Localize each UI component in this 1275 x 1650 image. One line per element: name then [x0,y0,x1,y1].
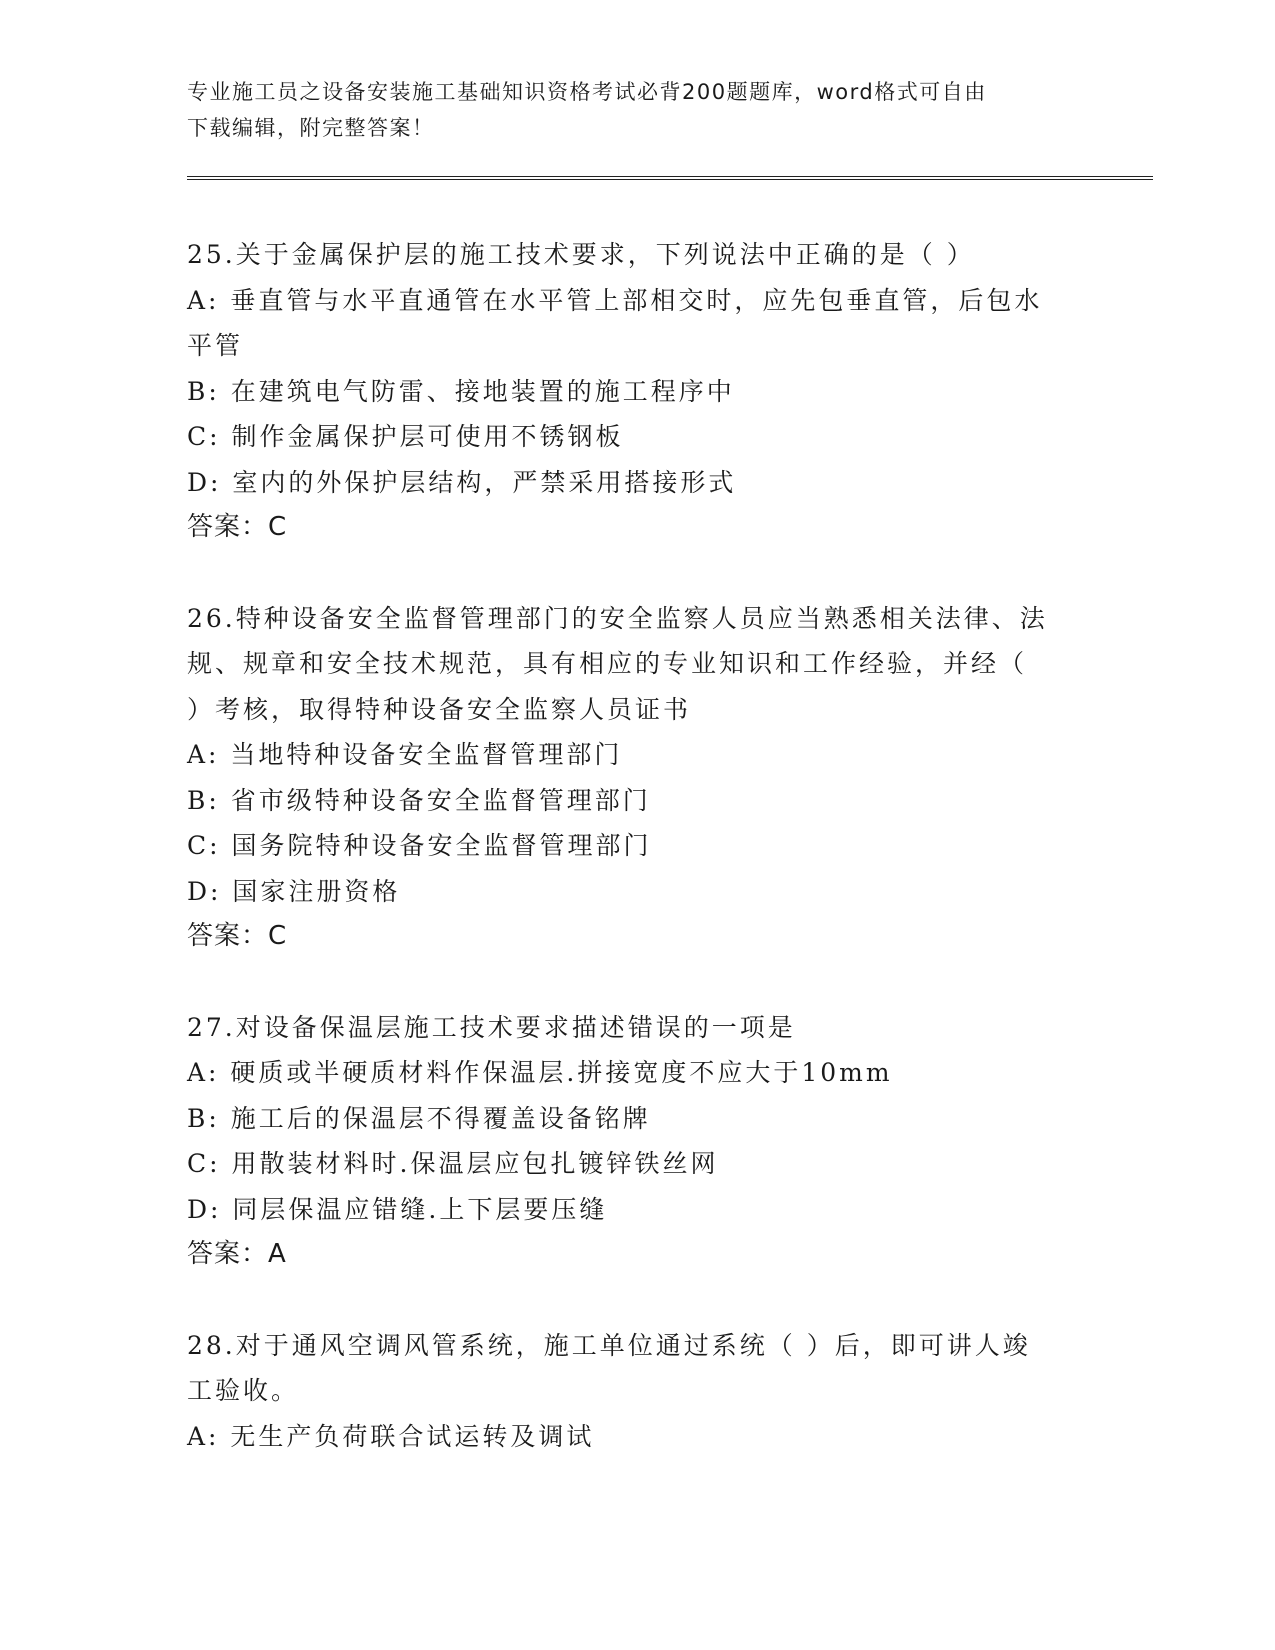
question-block [187,232,1087,551]
header-line-2: 下载编辑，附完整答案！ [187,116,435,140]
option-text: A: 当地特种设备安全监督管理部门 [187,740,623,769]
answer-text: 答案：C [187,512,288,542]
question-text: 26.特种设备安全监督管理部门的安全监察人员应当熟悉相关法律、法 [187,603,1048,633]
option-text: A: 无生产负荷联合试运转及调试 [187,1421,595,1451]
question-text: 27.对设备保温层施工技术要求描述错误的一项是 [187,1012,796,1042]
option-text: C: 制作金属保护层可使用不锈钢板 [187,422,624,451]
document-header [187,74,1087,146]
question-text: ）考核，取得特种设备安全监察人员证书 [187,694,692,724]
option-text: 平管 [187,331,244,360]
question-text: 28.对于通风空调风管系统，施工单位通过系统（ ）后，即可讲人竣 [187,1330,1031,1360]
question-block [187,596,1087,960]
option-text: C: 国务院特种设备安全监督管理部门 [187,831,652,860]
option-text: A: 硬质或半硬质材料作保温层.拼接宽度不应大于10mm [187,1058,893,1087]
answer-text: 答案：C [187,921,288,951]
option-text: D: 国家注册资格 [187,876,401,906]
option-text: D: 同层保温应错缝.上下层要压缝 [187,1194,608,1224]
header-divider [187,176,1153,180]
option-text: B: 施工后的保温层不得覆盖设备铭牌 [187,1103,651,1133]
header-line-1: 专业施工员之设备安装施工基础知识资格考试必背200题题库，word格式可自由 [187,80,987,104]
question-block [187,1323,1087,1460]
question-text: 工验收。 [187,1376,300,1405]
option-text: B: 省市级特种设备安全监督管理部门 [187,785,651,815]
question-text: 规、规章和安全技术规范，具有相应的专业知识和工作经验，并经（ [187,649,1028,678]
answer-text: 答案：A [187,1239,287,1269]
question-block [187,1005,1087,1278]
question-text: 25.关于金属保护层的施工技术要求，下列说法中正确的是（ ） [187,240,975,269]
option-text: D: 室内的外保护层结构，严禁采用搭接形式 [187,467,737,497]
option-text: B: 在建筑电气防雷、接地装置的施工程序中 [187,376,735,406]
question-list [187,232,1087,1504]
option-text: A: 垂直管与水平直通管在水平管上部相交时，应先包垂直管，后包水 [187,285,1043,315]
option-text: C: 用散装材料时.保温层应包扎镀锌铁丝网 [187,1149,719,1178]
